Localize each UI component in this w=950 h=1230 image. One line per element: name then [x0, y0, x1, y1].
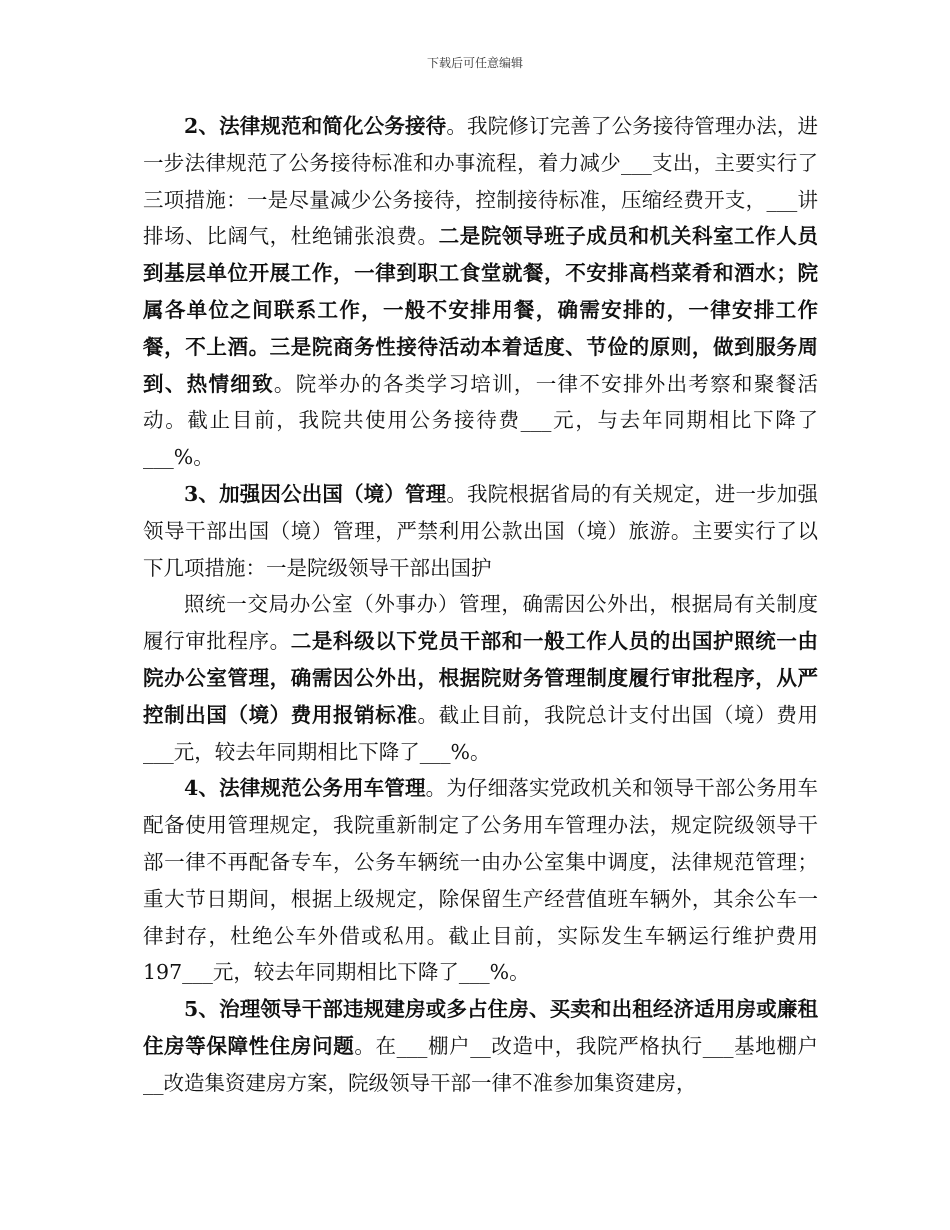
paragraph-heading: 2、法律规范和简化公务接待 [184, 114, 447, 138]
paragraph-housing [143, 991, 818, 1101]
paragraph-text: 。我院修订完善了公务接待管理办法，进一步法律规范了公务接待标准和办事流程，着力减少___支出，主要实行了三项措施：一是尽量减少公务接待，控制接待标准，压缩经费开支，___讲排场、比阔气，杜绝铺张浪费。 [143, 114, 819, 249]
paragraph-heading: 4、法律规范公务用车管理 [184, 776, 426, 801]
paragraph-text: 。截止目前，我院总计支付出国（境）费用___元，较去年同期相比下降了___%。 [143, 702, 818, 764]
paragraph-text: 照统一交局办公室（外事办）管理，确需因公外出，根据局有关制度履行审批程序。 [143, 592, 818, 654]
paragraph-overseas-continued [143, 586, 818, 770]
paragraph-overseas [143, 476, 818, 586]
paragraph-bold-text: 二是院领导班子成员和机关科室工作人员到基层单位开展工作，一律到职工食堂就餐，不安排高档菜肴和酒水；院属各单位之间联系工作，一般不安排用餐，确需安排的，一律安排工作餐，不上酒。三是院商务性接待活动本着适度、节俭的原则，做到服务周到、热情细致 [143, 224, 819, 396]
paragraph-reception [143, 108, 818, 476]
page-header: 下载后可任意编辑 [426, 56, 523, 70]
paragraph-heading: 3、加强因公出国（境）管理 [184, 481, 447, 506]
paragraph-text: 。在___棚户__改造中，我院严格执行___基地棚户__改造集资建房方案，院级领导干部一律不准参加集资建房， [143, 1033, 819, 1095]
document-body [143, 108, 818, 1102]
paragraph-heading: 5、治理领导干部违规建房或多占住房、买卖和出租经济适用房或廉租住房等保障性住房问题 [143, 997, 818, 1058]
paragraph-text: 。我院根据省局的有关规定，进一步加强领导干部出国（境）管理，严禁利用公款出国（境）旅游。主要实行了以下几项措施：一是院级领导干部出国护 [143, 481, 819, 580]
paragraph-text: 。院举办的各类学习培训，一律不安排外出考察和聚餐活动。截止目前，我院共使用公务接待费___元，与去年同期相比下降了___%。 [143, 371, 819, 470]
paragraph-vehicles [143, 770, 818, 991]
paragraph-text: 。为仔细落实党政机关和领导干部公务用车配备使用管理规定，我院重新制定了公务用车管理办法，规定院级领导干部一律不再配备专车，公务车辆统一由办公室集中调度，法律规范管理；重大节日期间，根据上级规定，除保留生产经营值班车辆外，其余公车一律封存，杜绝公车外借或私用。截止目前，实际发生车辆运行维护费用197___元，较去年同期相比下降了___%。 [143, 776, 819, 985]
paragraph-bold-text: 二是科级以下党员干部和一般工作人员的出国护照统一由院办公室管理，确需因公外出，根据院财务管理制度履行审批程序，从严控制出国（境）费用报销标准 [143, 629, 819, 727]
